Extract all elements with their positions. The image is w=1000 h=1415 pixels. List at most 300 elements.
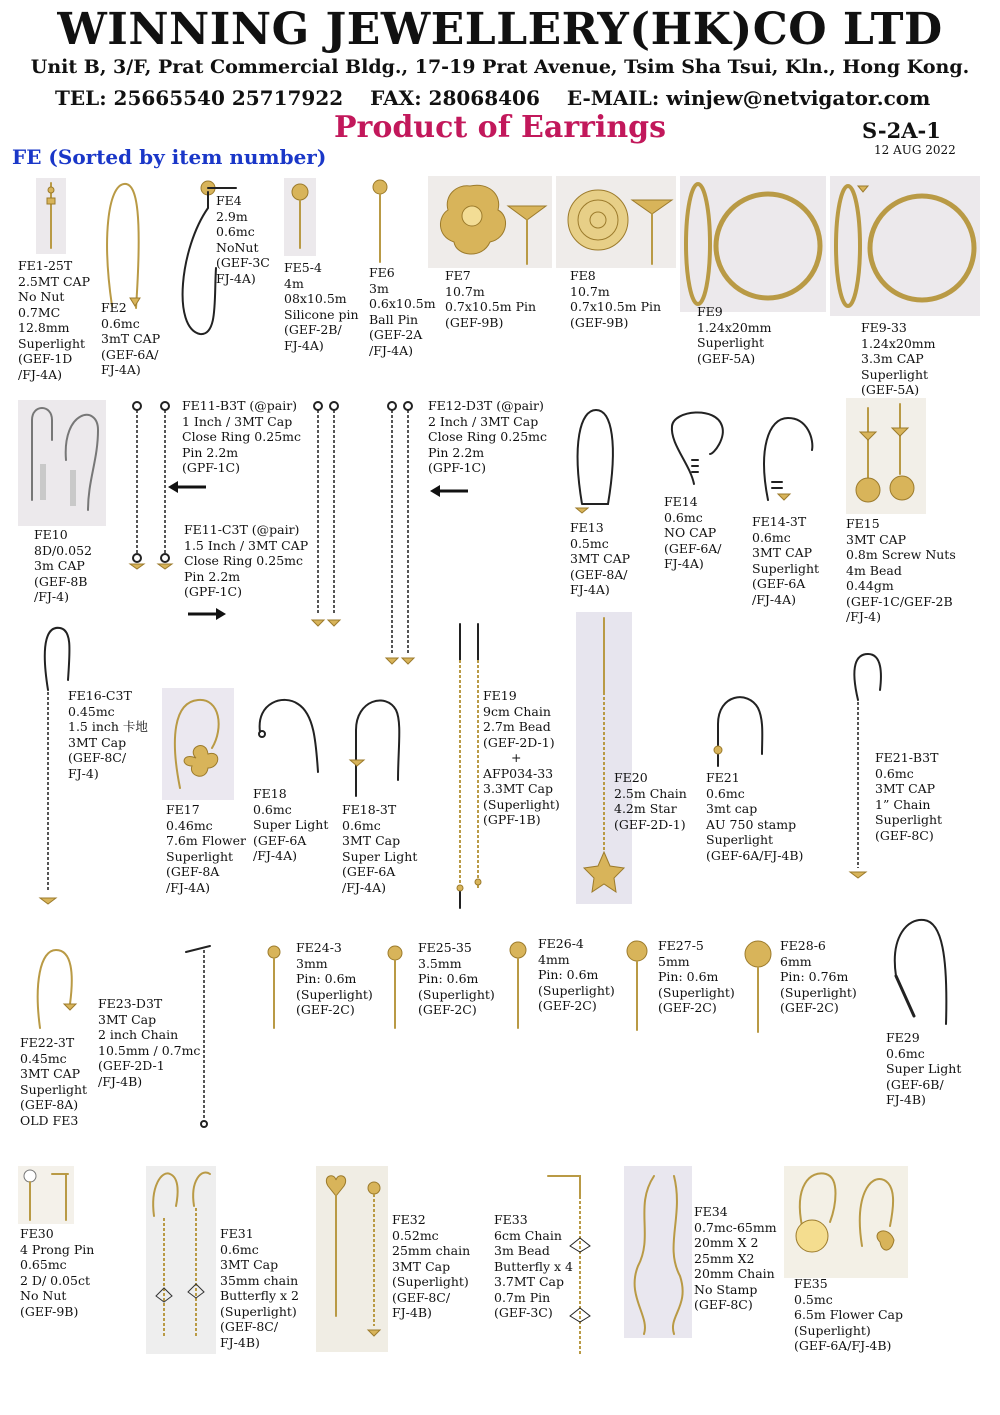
label-line: FE6 xyxy=(369,265,395,280)
label-line: /FJ-4) xyxy=(846,609,881,624)
telephone: TEL: 25665540 25717922 xyxy=(55,86,344,110)
label-line: 3MT CAP xyxy=(846,531,907,547)
label-line: 3MT CAP xyxy=(570,551,631,566)
item-label-fe7 xyxy=(445,268,536,330)
label-line: (GEF-2D-1 xyxy=(98,1058,165,1073)
contact-line xyxy=(55,86,985,110)
label-line: FE26-4 xyxy=(538,936,584,951)
label-line: FE17 xyxy=(166,802,200,817)
email: E-MAIL: winjew@netvigator.com xyxy=(566,86,931,110)
label-line: (GEF-9B) xyxy=(570,314,629,330)
label-line: 0.6mc xyxy=(220,1241,259,1257)
label-line: FE12-D3T (@pair) xyxy=(428,398,544,413)
product-photo-fe31 xyxy=(146,1166,216,1354)
label-line: (GEF-2C) xyxy=(418,1002,477,1017)
label-line: No Nut xyxy=(18,289,65,304)
label-line: (GEF-2A xyxy=(369,327,423,342)
label-line: AU 750 stamp xyxy=(706,816,797,832)
item-label-fe15 xyxy=(846,516,956,625)
label-line: 0.5mc xyxy=(794,1291,833,1307)
label-line: Butterfly x 4 xyxy=(494,1258,574,1274)
item-label-fe10 xyxy=(34,527,92,605)
label-line: FE9-33 xyxy=(861,320,907,335)
label-line: 3.3m CAP xyxy=(861,351,924,366)
company-address: Unit B, 3/F, Prat Commercial Bldg., 17-19 Prat Avenue, Tsim Sha Tsui, Kln., Hong Kong. xyxy=(30,56,970,78)
label-line: (GEF-8A) xyxy=(20,1097,79,1112)
label-line: FE2 xyxy=(101,300,127,315)
chain-fe11-c3t-icon xyxy=(306,400,346,630)
label-line: 0.6mc xyxy=(875,765,914,781)
item-label-fe13 xyxy=(570,520,630,598)
item-label-fe18 xyxy=(253,786,328,864)
label-line: FJ-4B) xyxy=(886,1092,926,1107)
label-line: 10.7m xyxy=(570,283,610,299)
product-photo-fe34 xyxy=(624,1166,692,1338)
label-line: 35mm chain xyxy=(220,1272,299,1288)
label-line: NoNut xyxy=(216,239,259,255)
ball-pin-fe28-6-icon xyxy=(740,940,776,1034)
label-line: (GEF-8C/ xyxy=(68,750,127,765)
label-line: FJ-4A) xyxy=(101,362,141,377)
label-line: (Superlight) xyxy=(220,1303,297,1319)
arrow-left-fe12-icon xyxy=(430,484,470,498)
label-line: 25mm chain xyxy=(392,1243,471,1258)
item-label-fe28-6 xyxy=(780,938,857,1016)
label-line: 3mT CAP xyxy=(101,331,161,346)
label-line: FJ-4B) xyxy=(220,1334,260,1350)
label-line: FE5-4 xyxy=(284,260,322,275)
item-label-fe2 xyxy=(101,300,160,378)
label-line: 0.7x10.5m Pin xyxy=(445,299,537,314)
arrow-right-icon xyxy=(186,607,226,621)
label-line: 6.5m Flower Cap xyxy=(794,1307,903,1322)
label-line: No Nut xyxy=(20,1288,67,1303)
company-name: WINNING JEWELLERY(HK)CO LTD xyxy=(57,4,943,55)
label-line: FE28-6 xyxy=(780,938,826,953)
label-line: FE14 xyxy=(664,494,698,509)
product-photo-fe17 xyxy=(162,688,234,800)
hook-wire-fe29-icon xyxy=(888,916,954,1028)
label-line: FJ-4A) xyxy=(664,556,704,571)
label-line: FE34 xyxy=(694,1204,728,1219)
label-line: Silicone pin xyxy=(284,306,359,322)
label-line: Super Light xyxy=(253,817,329,832)
item-label-fe27-5 xyxy=(658,938,735,1016)
label-line: Close Ring 0.25mc xyxy=(428,429,547,444)
section-heading: FE (Sorted by item number) xyxy=(12,145,327,169)
item-label-fe31 xyxy=(220,1226,299,1350)
label-line: 20mm X 2 xyxy=(694,1235,759,1250)
label-line: 3.3MT Cap xyxy=(483,781,554,796)
product-photo-fe8 xyxy=(556,176,676,268)
label-line: (GEF-6A xyxy=(342,864,396,879)
label-line: (GEF-2C) xyxy=(538,998,597,1013)
hook-wire-fe21-icon xyxy=(704,688,776,768)
label-line: FE23-D3T xyxy=(98,996,163,1011)
item-label-fe33 xyxy=(494,1212,573,1321)
label-line: (GEF-3C) xyxy=(494,1305,553,1320)
label-line: 2.9m xyxy=(216,208,248,224)
label-line: /FJ-4A) xyxy=(369,342,413,358)
product-photo-fe35 xyxy=(784,1166,908,1278)
product-photo-fe9 xyxy=(680,176,826,312)
label-line: FE31 xyxy=(220,1226,254,1241)
item-label-fe25-35 xyxy=(418,940,495,1018)
product-photo-fe15 xyxy=(846,398,926,514)
label-line: (GEF-2C) xyxy=(296,1002,355,1017)
label-line: Superlight xyxy=(875,812,943,827)
label-line: Superlight xyxy=(697,335,765,350)
label-line: (GEF-8C/ xyxy=(220,1319,279,1334)
label-line: FE27-5 xyxy=(658,938,704,953)
label-line: Superlight xyxy=(166,848,234,864)
label-line: (GPF-1B) xyxy=(483,812,541,827)
label-line: AFP034-33 xyxy=(483,765,554,781)
label-line: FE8 xyxy=(570,268,596,283)
label-line: (GEF-2C) xyxy=(658,1000,717,1015)
label-line: FE35 xyxy=(794,1276,828,1291)
label-line: 1.5 Inch / 3MT CAP xyxy=(184,537,309,553)
label-line: 1” Chain xyxy=(875,796,931,812)
label-line: 0.6mc xyxy=(706,785,745,801)
item-label-fe35 xyxy=(794,1276,903,1354)
label-line: 3MT CAP xyxy=(752,545,813,560)
label-line: 4m xyxy=(284,275,304,291)
label-line: (GEF-9B) xyxy=(445,314,504,330)
label-line: (GPF-1C) xyxy=(182,460,241,475)
label-line: FE14-3T xyxy=(752,514,807,529)
item-label-fe6 xyxy=(369,265,436,358)
item-label-fe11-c3t xyxy=(184,522,308,600)
item-label-fe21 xyxy=(706,770,803,863)
item-label-fe21-b3t xyxy=(875,750,942,843)
label-line: NO CAP xyxy=(664,525,717,540)
label-line: 10.5mm / 0.7mc xyxy=(98,1042,201,1058)
label-line: 0.45mc xyxy=(68,703,115,719)
item-label-fe5-4 xyxy=(284,260,359,353)
label-line: 0.46mc xyxy=(166,817,213,833)
label-line: 0.44gm xyxy=(846,578,894,593)
label-line: (Superlight) xyxy=(392,1274,469,1289)
hook-wire-fe14-3t-icon xyxy=(752,410,822,510)
label-line: 5mm xyxy=(658,953,690,969)
label-line: FE25-35 xyxy=(418,940,472,955)
label-line: 0.6mc xyxy=(253,801,292,817)
label-line: /FJ-4A) xyxy=(166,879,210,895)
label-line: 0.7x10.5m Pin xyxy=(570,299,662,314)
product-photo-fe9-33 xyxy=(830,176,980,316)
label-line: (Superlight) xyxy=(296,986,373,1002)
label-line: Pin 2.2m xyxy=(184,568,241,584)
label-line: (GEF-8C/ xyxy=(392,1289,451,1305)
label-line: FE24-3 xyxy=(296,940,342,955)
label-line: 2 inch Chain xyxy=(98,1027,179,1042)
label-line: (Superlight) xyxy=(780,984,857,1000)
label-line: OLD FE3 xyxy=(20,1112,79,1128)
label-line: /FJ-4A) xyxy=(752,591,796,607)
label-line: Superlight xyxy=(861,366,929,382)
label-line: FE18-3T xyxy=(342,802,397,817)
page-title: Product of Earrings xyxy=(333,110,667,145)
label-line: 3m xyxy=(369,280,389,296)
label-line: (Superlight) xyxy=(418,986,495,1002)
label-line: FJ-4) xyxy=(68,765,99,781)
label-line: Pin 2.2m xyxy=(428,444,485,460)
label-line: FE4 xyxy=(216,193,242,208)
label-line: (GEF-5A) xyxy=(697,350,756,366)
label-line: (GEF-6A/FJ-4B) xyxy=(706,847,804,863)
label-line: 20mm Chain xyxy=(694,1266,775,1281)
item-label-fe1-25t xyxy=(18,258,90,382)
catalog-date: 12 AUG 2022 xyxy=(874,143,956,157)
item-label-fe24-3 xyxy=(296,940,373,1018)
label-line: Pin: 0.6m xyxy=(418,971,479,986)
label-line: (GEF-6A xyxy=(253,832,307,848)
label-line: Superlight xyxy=(20,1081,88,1097)
label-line: FE10 xyxy=(34,527,68,542)
label-line: 2 D/ 0.05ct xyxy=(20,1272,90,1288)
label-line: (GEF-8B xyxy=(34,573,88,589)
label-line: 0.65mc xyxy=(20,1257,67,1272)
label-line: FE20 xyxy=(614,770,648,785)
label-line: (GEF-3C xyxy=(216,255,270,270)
label-line: FE11-B3T (@pair) xyxy=(182,398,298,413)
label-line: 3MT Cap xyxy=(392,1258,451,1274)
label-line: /FJ-4A) xyxy=(253,848,297,863)
label-line: 1.5 inch 卡地 xyxy=(68,719,148,734)
product-photo-fe20 xyxy=(576,612,632,904)
label-line: (GPF-1C) xyxy=(184,584,243,599)
label-line: 2 Inch / 3MT Cap xyxy=(428,413,539,429)
label-line: + xyxy=(511,750,522,765)
item-label-fe26-4 xyxy=(538,936,615,1014)
label-line: 3MT Cap xyxy=(98,1011,157,1027)
label-line: FE21 xyxy=(706,770,740,785)
label-line: FE32 xyxy=(392,1212,426,1227)
label-line: (Superlight) xyxy=(538,982,615,998)
label-line: FE9 xyxy=(697,304,723,319)
label-line: (GEF-2B/ xyxy=(284,322,342,337)
label-line: (GEF-6B/ xyxy=(886,1076,944,1092)
label-line: FJ-4B) xyxy=(392,1305,432,1320)
label-line: Super Light xyxy=(886,1061,962,1076)
label-line: 3.5mm xyxy=(418,955,462,971)
label-line: 0.45mc xyxy=(20,1050,67,1066)
item-label-fe29 xyxy=(886,1030,961,1108)
label-line: Superlight xyxy=(18,335,86,351)
label-line: 2.5MT CAP xyxy=(18,273,90,289)
hook-wire-fe22-3t-icon xyxy=(30,944,80,1032)
item-label-fe20 xyxy=(614,770,687,832)
label-line: No Stamp xyxy=(694,1281,758,1297)
label-line: 8D/0.052 xyxy=(34,542,92,558)
label-line: (GEF-1D xyxy=(18,351,73,366)
item-label-fe34 xyxy=(694,1204,777,1313)
ball-pin-fe6-icon xyxy=(370,178,390,264)
label-line: FJ-4A) xyxy=(284,337,324,353)
item-label-fe18-3t xyxy=(342,802,417,895)
label-line: 2.7m Bead xyxy=(483,719,551,734)
hook-wire-fe14-icon xyxy=(664,404,730,486)
label-line: Close Ring 0.25mc xyxy=(182,429,301,444)
label-line: FE13 xyxy=(570,520,604,535)
kidney-wire-fe13-icon xyxy=(572,404,618,514)
label-line: FE18 xyxy=(253,786,287,801)
label-line: (GEF-8C) xyxy=(694,1297,753,1312)
label-line: (GEF-6A/ xyxy=(101,346,159,362)
hook-wire-fe18-icon xyxy=(254,692,328,774)
label-line: 3MT CAP xyxy=(20,1066,81,1081)
ball-pin-fe25-35-icon xyxy=(382,944,408,1030)
label-line: 0.5mc xyxy=(570,535,609,551)
label-line: 4.2m Star xyxy=(614,801,677,816)
product-photo-fe1-25t xyxy=(36,178,66,254)
item-label-fe17 xyxy=(166,802,246,895)
ball-pin-fe24-3-icon xyxy=(262,944,286,1030)
label-line: 3MT CAP xyxy=(875,781,936,796)
chain-fe12-d3t-icon xyxy=(380,400,420,670)
label-line: 3m CAP xyxy=(34,558,85,573)
label-line: FE21-B3T xyxy=(875,750,939,765)
label-line: Butterfly x 2 xyxy=(220,1288,300,1303)
label-line: (GEF-2D-1) xyxy=(614,816,686,832)
label-line: 0.6mc xyxy=(101,315,140,331)
arrow-left-icon xyxy=(168,480,208,494)
chain-wire-fe16-c3t-icon xyxy=(26,620,74,910)
label-line: Pin: 0.6m xyxy=(658,969,719,984)
item-label-fe9 xyxy=(697,304,772,366)
label-line: FE22-3T xyxy=(20,1035,75,1050)
label-line: Pin: 0.76m xyxy=(780,969,849,984)
product-photo-fe5-4 xyxy=(284,178,316,256)
label-line: Pin 2.2m xyxy=(182,444,239,460)
label-line: 7.6m Flower xyxy=(166,833,246,848)
item-label-fe12-d3t xyxy=(428,398,547,476)
label-line: FJ-4A) xyxy=(216,270,256,286)
label-line: FJ-4A) xyxy=(570,582,610,597)
product-photo-fe10 xyxy=(18,400,106,526)
label-line: 1 Inch / 3MT Cap xyxy=(182,413,293,429)
label-line: (GPF-1C) xyxy=(428,460,487,475)
label-line: FE15 xyxy=(846,516,880,531)
label-line: 2.5m Chain xyxy=(614,785,687,801)
item-label-fe14 xyxy=(664,494,722,572)
label-line: 0.7mc-65mm xyxy=(694,1219,777,1235)
label-line: FE7 xyxy=(445,268,471,283)
label-line: 0.7MC xyxy=(18,304,61,320)
label-line: 0.7m Pin xyxy=(494,1289,551,1305)
label-line: FE19 xyxy=(483,688,517,703)
ball-pin-fe26-4-icon xyxy=(504,940,532,1030)
label-line: Superlight xyxy=(752,560,820,576)
label-line: (GEF-6A xyxy=(752,576,806,591)
item-label-fe22-3t xyxy=(20,1035,87,1128)
label-line: (GEF-8C) xyxy=(875,827,934,843)
label-line: 1.24x20mm xyxy=(861,335,936,351)
label-line: 6mm xyxy=(780,953,812,969)
label-line: FE1-25T xyxy=(18,258,73,273)
label-line: 0.52mc xyxy=(392,1227,439,1243)
label-line: 0.6mc xyxy=(752,529,791,545)
label-line: (GEF-5A) xyxy=(861,382,920,397)
product-photo-fe32 xyxy=(316,1166,388,1352)
label-line: /FJ-4) xyxy=(34,589,69,604)
label-line: 3MT Cap xyxy=(220,1257,279,1272)
label-line: 3m Bead xyxy=(494,1243,550,1258)
product-photo-fe7 xyxy=(428,176,552,268)
label-line: 0.8m Screw Nuts xyxy=(846,547,956,562)
label-line: 9cm Chain xyxy=(483,703,551,719)
label-line: 0.6x10.5m xyxy=(369,296,436,311)
label-line: Close Ring 0.25mc xyxy=(184,553,303,568)
label-line: 4 Prong Pin xyxy=(20,1241,95,1257)
label-line: 1.24x20mm xyxy=(697,319,772,335)
ball-pin-fe27-5-icon xyxy=(622,940,652,1032)
label-line: (Superlight) xyxy=(794,1322,871,1338)
item-label-fe32 xyxy=(392,1212,470,1321)
label-line: 0.6mc xyxy=(886,1045,925,1061)
label-line: (GEF-8A xyxy=(166,864,220,879)
label-line: Superlight xyxy=(706,832,774,847)
item-label-fe19 xyxy=(483,688,560,828)
label-line: 4mm xyxy=(538,951,570,967)
label-line: FE16-C3T xyxy=(68,688,132,703)
label-line: 25mm X2 xyxy=(694,1250,755,1266)
item-label-fe23-d3t xyxy=(98,996,200,1089)
label-line: 3mt cap xyxy=(706,801,758,816)
label-line: (Superlight) xyxy=(483,796,560,812)
label-line: 0.6mc xyxy=(216,224,255,239)
label-line: Ball Pin xyxy=(369,311,419,327)
item-label-fe14-3t xyxy=(752,514,819,607)
label-line: FE29 xyxy=(886,1030,920,1045)
label-line: Pin: 0.6m xyxy=(296,971,357,986)
label-line: (GEF-2C) xyxy=(780,1000,839,1015)
label-line: 08x10.5m xyxy=(284,291,347,306)
product-photo-fe30 xyxy=(18,1166,74,1224)
item-label-fe8 xyxy=(570,268,661,330)
label-line: (Superlight) xyxy=(658,984,735,1000)
label-line: (GEF-9B) xyxy=(20,1303,79,1319)
label-line: 3mm xyxy=(296,955,328,971)
label-line: Pin: 0.6m xyxy=(538,967,599,982)
label-line: 3MT Cap xyxy=(342,833,401,848)
label-line: 10.7m xyxy=(445,283,485,299)
label-line: (GEF-1C/GEF-2B xyxy=(846,593,953,609)
item-label-fe4 xyxy=(216,193,270,286)
label-line: 12.8mm xyxy=(18,320,70,335)
catalog-code: S-2A-1 xyxy=(862,118,941,143)
item-label-fe16-c3t xyxy=(68,688,148,781)
hook-wire-fe18-3t-icon xyxy=(340,690,406,800)
label-line: /FJ-4A) xyxy=(342,879,386,895)
label-line: 6cm Chain xyxy=(494,1227,562,1243)
item-label-fe9-33 xyxy=(861,320,936,398)
item-label-fe30 xyxy=(20,1226,94,1319)
label-line: 4m Bead xyxy=(846,562,902,578)
earring-wire-fe2-icon xyxy=(100,178,146,310)
label-line: (GEF-6A/FJ-4B) xyxy=(794,1338,892,1353)
label-line: FE30 xyxy=(20,1226,54,1241)
label-line: FE11-C3T (@pair) xyxy=(184,522,300,537)
label-line: /FJ-4A) xyxy=(18,366,62,382)
label-line: 0.6mc xyxy=(342,817,381,833)
label-line: (GEF-6A/ xyxy=(664,540,722,556)
label-line: (GEF-2D-1) xyxy=(483,734,555,750)
label-line: 0.6mc xyxy=(664,509,703,525)
label-line: /FJ-4B) xyxy=(98,1073,143,1089)
label-line: Super Light xyxy=(342,848,418,864)
